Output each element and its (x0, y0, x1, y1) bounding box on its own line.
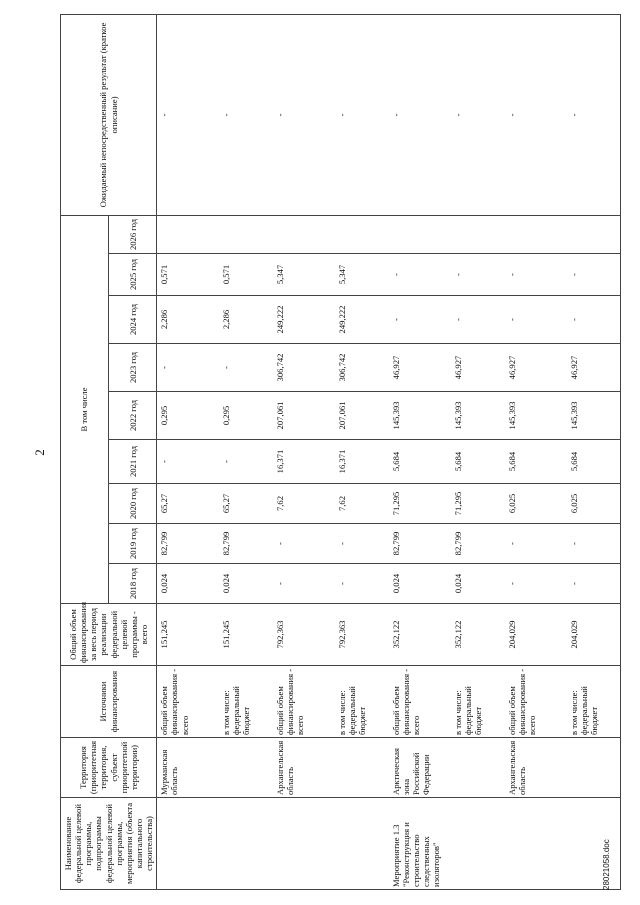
cell-territory (219, 738, 273, 798)
table-row (157, 14, 219, 889)
cell-year-value: 0,571 (219, 254, 273, 296)
cell-territory (335, 738, 389, 798)
header-source: Источники финансирования (61, 666, 157, 738)
table-row (219, 14, 273, 889)
cell-year-value: 65,27 (219, 484, 273, 524)
cell-year-value: 5,684 (389, 440, 451, 484)
cell-result: - (157, 14, 219, 215)
cell-source: общий объем финансирования - всего (157, 666, 219, 738)
cell-year-value: - (505, 254, 567, 296)
cell-year-value: 5,347 (335, 254, 389, 296)
cell-source: общий объем финансирования - всего (505, 666, 567, 738)
header-result: Ожидаемый непосредственный результат (краткое описание) (61, 14, 157, 215)
cell-result: - (505, 14, 567, 215)
cell-year-value: - (157, 440, 219, 484)
cell-year-value: 7,62 (335, 484, 389, 524)
cell-year-value: - (505, 296, 567, 344)
cell-source: в том числе: федеральный бюджет (567, 666, 621, 738)
cell-year-value: 0,024 (157, 564, 219, 604)
cell-year-value: - (157, 344, 219, 392)
cell-year-value: 6,025 (567, 484, 621, 524)
cell-name (567, 798, 621, 890)
header-year: 2020 год (109, 484, 157, 524)
cell-total: 204,029 (567, 604, 621, 666)
cell-territory: Архангельская область (505, 738, 567, 798)
header-year: 2026 год (109, 215, 157, 253)
cell-year-value: - (451, 296, 505, 344)
cell-year-value (157, 215, 219, 253)
cell-result: - (451, 14, 505, 215)
cell-total: 151,245 (219, 604, 273, 666)
cell-result: - (219, 14, 273, 215)
cell-year-value: - (389, 254, 451, 296)
cell-year-value: 71,295 (451, 484, 505, 524)
cell-result: - (567, 14, 621, 215)
cell-year-value: - (335, 524, 389, 564)
cell-year-value (505, 215, 567, 253)
cell-year-value: - (505, 524, 567, 564)
cell-year-value: - (219, 344, 273, 392)
cell-year-value: 207,061 (273, 392, 335, 440)
cell-name (335, 798, 389, 890)
cell-year-value (451, 215, 505, 253)
table-row (451, 14, 505, 889)
cell-year-value (335, 215, 389, 253)
cell-year-value: 5,684 (505, 440, 567, 484)
cell-year-value (219, 215, 273, 253)
table-row (273, 14, 335, 889)
cell-year-value: 5,684 (451, 440, 505, 484)
cell-year-value: 46,927 (567, 344, 621, 392)
cell-total: 792,363 (273, 604, 335, 666)
cell-total: 352,122 (451, 604, 505, 666)
cell-year-value: - (451, 254, 505, 296)
cell-year-value: 145,393 (451, 392, 505, 440)
cell-total: 792,363 (335, 604, 389, 666)
financing-table (60, 14, 621, 890)
table-row (505, 14, 567, 889)
cell-year-value: 207,061 (335, 392, 389, 440)
header-year: 2023 год (109, 344, 157, 392)
cell-name: Мероприятие 1.3 "Реконструкция и строительство следственных изоляторов" (389, 798, 451, 890)
cell-name (451, 798, 505, 890)
cell-year-value: 65,27 (157, 484, 219, 524)
cell-year-value: - (567, 564, 621, 604)
cell-name (219, 798, 273, 890)
cell-year-value: 0,024 (451, 564, 505, 604)
page-number: 2 (32, 449, 47, 456)
cell-year-value: 145,393 (505, 392, 567, 440)
cell-year-value: 82,799 (389, 524, 451, 564)
table-row (567, 14, 621, 889)
cell-territory: Архангельская область (273, 738, 335, 798)
cell-result: - (273, 14, 335, 215)
cell-year-value: 82,799 (219, 524, 273, 564)
table-row (335, 14, 389, 889)
cell-territory: Мурманская область (157, 738, 219, 798)
cell-source: в том числе: федеральный бюджет (219, 666, 273, 738)
cell-year-value: 82,799 (157, 524, 219, 564)
header-year: 2021 год (109, 440, 157, 484)
cell-year-value: 306,742 (335, 344, 389, 392)
cell-year-value (567, 215, 621, 253)
cell-year-value: 7,62 (273, 484, 335, 524)
cell-year-value: 0,024 (389, 564, 451, 604)
cell-year-value: 2,286 (157, 296, 219, 344)
cell-name (157, 798, 219, 890)
cell-year-value: - (273, 524, 335, 564)
cell-year-value: 82,799 (451, 524, 505, 564)
cell-source: общий объем финансирования - всего (273, 666, 335, 738)
rotated-page (30, 15, 615, 890)
cell-year-value: 71,295 (389, 484, 451, 524)
header-year: 2025 год (109, 254, 157, 296)
cell-name (505, 798, 567, 890)
cell-total: 352,122 (389, 604, 451, 666)
cell-year-value: - (389, 296, 451, 344)
cell-year-value: 5,347 (273, 254, 335, 296)
cell-total: 204,029 (505, 604, 567, 666)
cell-year-value: 0,571 (157, 254, 219, 296)
cell-result: - (389, 14, 451, 215)
table-body (157, 14, 621, 889)
cell-year-value: 145,393 (389, 392, 451, 440)
header-year: 2024 год (109, 296, 157, 344)
cell-year-value: 145,393 (567, 392, 621, 440)
cell-result: - (335, 14, 389, 215)
cell-year-value: 5,684 (567, 440, 621, 484)
cell-territory (451, 738, 505, 798)
cell-year-value: 16,371 (335, 440, 389, 484)
cell-year-value: - (273, 564, 335, 604)
table-row (389, 14, 451, 889)
header-name: Наименование федеральной целевой программы, подпрограммы федеральной целевой программы, мероприятия (объекта капитального строительства) (61, 798, 157, 890)
header-including: В том числе (61, 215, 109, 603)
cell-year-value: 16,371 (273, 440, 335, 484)
cell-year-value: 46,927 (505, 344, 567, 392)
cell-source: общий объем финансирования - всего (389, 666, 451, 738)
cell-year-value (389, 215, 451, 253)
cell-territory: Арктическая зона Российской Федерации (389, 738, 451, 798)
cell-year-value: 0,295 (219, 392, 273, 440)
header-territory: Территория (приоритетная территория, субъект приоритетной территории) (61, 738, 157, 798)
cell-year-value: 6,025 (505, 484, 567, 524)
cell-year-value: 46,927 (389, 344, 451, 392)
cell-source: в том числе: федеральный бюджет (335, 666, 389, 738)
cell-source: в том числе: федеральный бюджет (451, 666, 505, 738)
cell-year-value: 306,742 (273, 344, 335, 392)
cell-year-value: - (335, 564, 389, 604)
cell-year-value: 249,222 (335, 296, 389, 344)
header-year: 2019 год (109, 524, 157, 564)
cell-year-value: 2,286 (219, 296, 273, 344)
cell-territory (567, 738, 621, 798)
cell-name (273, 798, 335, 890)
cell-year-value: - (505, 564, 567, 604)
cell-year-value: 0,024 (219, 564, 273, 604)
header-year: 2022 год (109, 392, 157, 440)
cell-year-value: - (219, 440, 273, 484)
table-header (61, 14, 157, 889)
cell-year-value: - (567, 296, 621, 344)
cell-year-value: 46,927 (451, 344, 505, 392)
cell-year-value: 249,222 (273, 296, 335, 344)
file-name-footer: 28021058.doc (602, 839, 611, 890)
header-year: 2018 год (109, 564, 157, 604)
cell-total: 151,245 (157, 604, 219, 666)
cell-year-value (273, 215, 335, 253)
cell-year-value: 0,295 (157, 392, 219, 440)
cell-year-value: - (567, 524, 621, 564)
header-total: Общий объем финансирования за весь период реализации федеральной целевой программы - всего (61, 604, 157, 666)
cell-year-value: - (567, 254, 621, 296)
